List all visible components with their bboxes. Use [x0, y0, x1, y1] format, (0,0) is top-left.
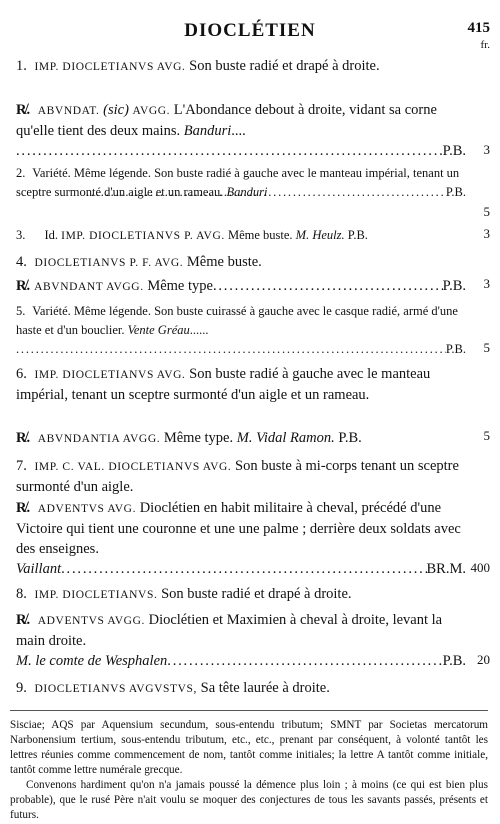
reverse-entry-1: R̸. ABVNDAT. (sic) AVGG. L'Abondance debout à droite, vidant sa corne qu'elle tient des deux mains. Banduri.... ..... P.B. — [16, 100, 466, 161]
price: 5 — [483, 340, 490, 355]
coin-grade: P.B. — [442, 653, 466, 669]
coin-description: Variété. Même légende. Son buste radié à gauche avec le manteau impérial, tenant un sceptre surmonté d'un aigle et un rameau. — [16, 166, 460, 199]
source-author: Banduri — [226, 185, 268, 199]
reverse-entry-4: R̸. ABVNDANT AVGG. Même type ..... P.B. — [16, 276, 466, 297]
price: 3 — [483, 276, 490, 291]
coin-entry-9: 9. DIOCLETIANVS AVGVSTVS, Sa tête laurée à droite. — [16, 680, 330, 696]
coin-description: L'Abondance debout à droite, vidant sa corne qu'elle tient des deux mains. — [16, 102, 437, 139]
coin-legend: ADVENTVS AVG. — [37, 503, 137, 515]
source-author: M. le comte de Wesphalen — [16, 653, 168, 669]
footnote-divider — [10, 710, 488, 711]
coin-description: Sa tête laurée à droite. — [200, 680, 330, 696]
coin-description: Son buste à mi-corps tenant un sceptre surmonté d'un aigle. — [16, 458, 459, 495]
reverse-entry-8: R̸. ADVENTVS AVGG. Dioclétien et Maximien à cheval à droite, levant la main droite. M. le comte de Wesphalen ..... P.B. — [16, 610, 466, 671]
coin-legend: IMP. DIOCLETIANVS. — [34, 589, 158, 601]
coin-description: Son buste radié et drapé à droite. — [189, 58, 380, 74]
reverse-entry-7: R̸. ADVENTVS AVG. Dioclétien en habit militaire à cheval, précédé d'une Victoire qui tient une couronne et une une palme ; derrière deux soldats avec des enseignes. Vaillant ..... BR.M. — [16, 498, 466, 579]
coin-description: Son buste radié et drapé à droite. — [161, 586, 352, 602]
coin-legend: ADVENTVS AVGG. — [37, 615, 145, 627]
coin-entry-3: 3. Id. IMP. DIOCLETIANVS P. AVG. Même buste. M. Heulz. P.B. — [16, 228, 368, 242]
coin-grade: P.B. — [338, 430, 362, 446]
coin-grade: P.B. — [445, 185, 466, 199]
price: 20 — [477, 652, 490, 667]
footnote-paragraph: Convenons hardiment qu'on n'a jamais poussé la démence plus loin ; à moins (ce qui est bien plus probable), que le rusé Père n'ait voulu se moquer des conjectures de tous les savants passés, présents et futurs. — [10, 779, 488, 821]
page-number: 415 — [467, 20, 490, 36]
coin-legend: IMP. DIOCLETIANVS AVG. — [34, 369, 186, 381]
source-author: Vaillant — [16, 561, 62, 577]
coin-entry-5: 5. Variété. Même légende. Son buste cuirassé à gauche avec le casque radié, armé d'une haste et d'un bouclier. Vente Gréau...... ..... P.B. — [16, 302, 466, 359]
footnotes — [10, 718, 488, 823]
price: 400 — [470, 560, 490, 575]
coin-legend: ABVNDAT. — [37, 105, 100, 117]
coin-legend: IMP. DIOCLETIANVS P. AVG. — [61, 230, 225, 242]
source-author: Vente Gréau — [127, 323, 190, 337]
coin-legend: IMP. DIOCLETIANVS AVG. — [34, 61, 186, 73]
coin-description: Même type — [147, 278, 213, 294]
coin-entry-2: 2. Variété. Même légende. Son buste radié à gauche avec le manteau impérial, tenant un sceptre surmonté d'un aigle et un rameau. Banduri ..... P.B. — [16, 164, 466, 202]
coin-entry-1: 1. IMP. DIOCLETIANVS AVG. Son buste radié et drapé à droite. — [16, 58, 380, 74]
coin-entry-8: 8. IMP. DIOCLETIANVS. Son buste radié et drapé à droite. — [16, 586, 352, 602]
coin-entry-6: 6. IMP. DIOCLETIANVS AVG. Son buste radié à gauche avec le manteau impérial, tenant un sceptre surmonté d'un aigle et un rameau. — [16, 366, 431, 403]
page-title: DIOCLÉTIEN — [184, 20, 316, 41]
coin-grade: P.B. — [347, 228, 368, 242]
price: 3 — [483, 142, 490, 157]
coin-entry-7: 7. IMP. C. VAL. DIOCLETIANVS AVG. Son buste à mi-corps tenant un sceptre surmonté d'un aigle. — [16, 458, 459, 495]
footnote-paragraph: Sisciae; AQS par Aquensium secundum, sous-entendu tributum; SMNT par Societas mercatorum Narbonensium tertium, sous-entendu tributum, etc., etc., prenant par conséquent, à volonté tantôt les lettres réunies comme commencement de nom, tantôt comme initiales; la lettre A tantôt comme initiale, tantôt comme lettre numérale grecque. — [10, 719, 488, 776]
coin-grade: P.B. — [445, 342, 466, 356]
coin-description: Dioclétien et Maximien à cheval à droite, levant la main droite. — [16, 612, 443, 649]
coin-description: Son buste radié à gauche avec le manteau impérial, tenant un sceptre surmonté d'un aigle et un rameau. — [16, 366, 431, 403]
coin-legend: ABVNDANTIA AVGG. — [37, 433, 161, 445]
source-author: M. Heulz. — [295, 228, 345, 242]
coin-description: Variété. Même légende. Son buste cuirassé à gauche avec le casque radié, armé d'une haste et d'un bouclier. — [16, 304, 458, 337]
coin-legend: IMP. C. VAL. DIOCLETIANVS AVG. — [34, 461, 232, 473]
price: 5 — [483, 204, 490, 219]
reverse-entry-6: R̸. ABVNDANTIA AVGG. Même type. M. Vidal Ramon. P.B. — [16, 430, 362, 446]
coin-legend: ABVNDANT AVGG. — [34, 281, 144, 293]
currency-label: fr. — [480, 39, 490, 51]
coin-description: Dioclétien en habit militaire à cheval, précédé d'une Victoire qui tient une couronne et une une palme ; derrière deux soldats avec des enseignes. — [16, 500, 461, 557]
page-header — [0, 20, 500, 50]
coin-grade: P.B. — [442, 278, 466, 294]
coin-grade: P.B. — [442, 143, 466, 159]
coin-description: Même buste. — [186, 254, 262, 270]
coin-grade: BR.M. — [426, 561, 466, 577]
source-author: Banduri — [183, 123, 232, 139]
price: 5 — [483, 428, 490, 443]
coin-description: Même type. — [163, 430, 234, 446]
coin-entry-4: 4. DIOCLETIANVS P. F. AVG. Même buste. — [16, 254, 262, 270]
coin-legend: DIOCLETIANVS P. F. AVG. — [34, 257, 184, 269]
coin-legend: DIOCLETIANVS AVGVSTVS, — [34, 683, 197, 695]
source-author: M. Vidal Ramon. — [236, 430, 335, 446]
price: 3 — [483, 226, 490, 241]
coin-description: Même buste. — [227, 228, 293, 242]
